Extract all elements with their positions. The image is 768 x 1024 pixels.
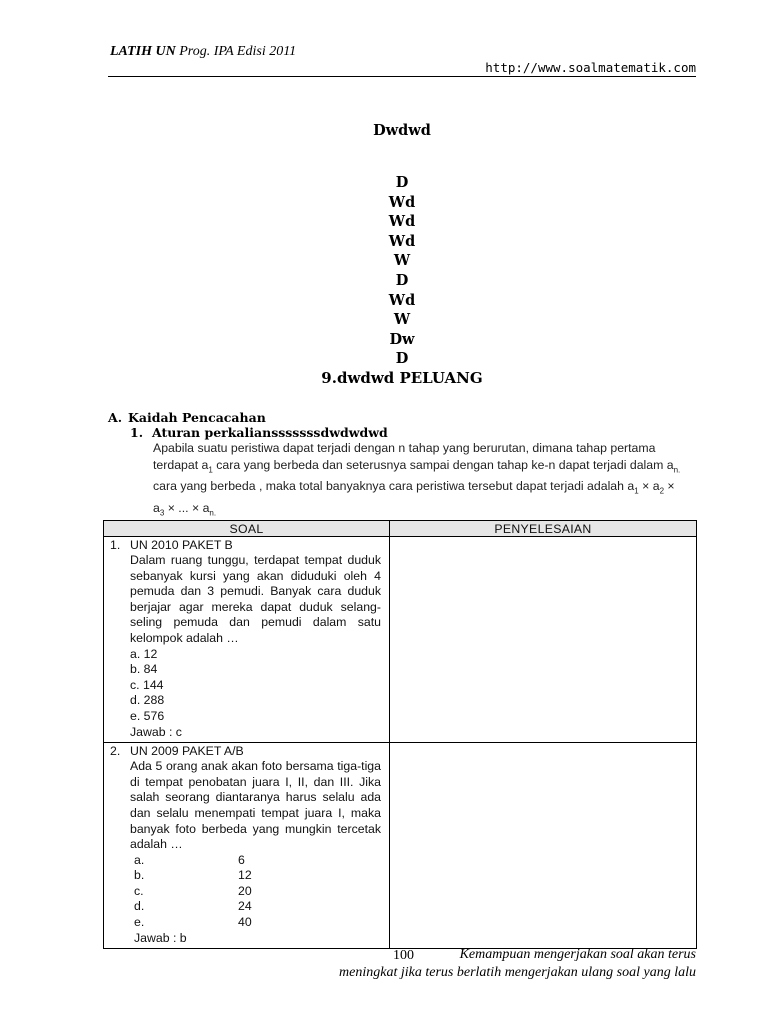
title-line: D <box>395 350 409 368</box>
solution-cell <box>390 743 697 949</box>
answer-option: c. 20 <box>134 883 252 898</box>
table-row <box>104 743 697 949</box>
answer-key: Jawab : c <box>130 724 182 739</box>
title-line: Dw <box>389 330 415 348</box>
header-series: LATIH UN <box>110 44 176 59</box>
answer-option: b. 12 <box>134 868 252 883</box>
answer-option: d. 24 <box>134 899 252 914</box>
title-line: D <box>395 174 409 191</box>
footer-motto: Kemampuan mengerjakan soal akan terus meningkat jika terus berlatih mengerjakan ulang soal yang lalu <box>339 947 696 980</box>
question-table <box>103 520 697 949</box>
title-line: Wd <box>388 291 416 309</box>
rule-paragraph: Apabila suatu peristiwa dapat terjadi dengan n tahap yang berurutan, dimana tahap pertama terdapat $a_1$ cara yang berbeda dan seterusnya sampai dengan tahap ke-n dapat terjadi dalam $a_{n.}$ cara yang berbeda , maka total banyaknya cara peristiwa tersebut dapat terjadi adalah $a_1 \times a_2$ × $a_3$ × ... × $a_{n.}$ <box>153 441 681 518</box>
page-title: Dwdwd <box>373 122 431 139</box>
answer-option: c. 144 <box>130 677 164 692</box>
question-number: 2. <box>110 744 121 759</box>
title-line: W <box>393 311 411 329</box>
title-block <box>108 122 696 389</box>
section-kaidah-pencacahan <box>108 410 696 522</box>
question-text: Dalam ruang tunggu, terdapat tempat duduk sebanyak kursi yang akan diduduki oleh 4 pemuda dan 3 pemudi. Banyak cara duduk berjajar agar mereka dapat duduk selang-seling pemuda dan pemudi dalam satu kelompok adalah … <box>130 553 381 645</box>
answer-option: e. 40 <box>134 915 252 930</box>
header-url[interactable]: http://www.soalmatematik.com <box>485 60 696 75</box>
answer-option: a. 12 <box>130 646 158 661</box>
chapter-title: 9.dwdwd PELUANG <box>321 368 483 387</box>
answer-option: b. 84 <box>130 662 158 677</box>
subsection-heading: 1. Aturan perkaliansssssssdwdwdwd <box>130 425 388 440</box>
section-heading: A. Kaidah Pencacahan <box>108 410 266 425</box>
page-number: 100 <box>393 948 414 963</box>
running-header <box>110 44 296 60</box>
title-line: W <box>393 252 411 270</box>
question-source: UN 2010 PAKET B <box>130 538 233 552</box>
title-line: Wd <box>388 232 416 250</box>
question-cell <box>104 537 390 743</box>
answer-option: d. 288 <box>130 693 165 708</box>
answer-option: a. 6 <box>134 852 245 867</box>
answer-key: Jawab : b <box>134 930 187 945</box>
question-cell <box>104 743 390 949</box>
table-row <box>104 537 697 743</box>
solution-cell <box>390 537 697 743</box>
question-text: Ada 5 orang anak akan foto bersama tiga-tiga di tempat penobatan juara I, II, dan III. Jika salah seorang diantaranya harus selalu ada dan selalu menempati tempat juara I, maka banyak foto berbeda yang mungkin tercetak adalah … <box>130 759 381 852</box>
title-line: Wd <box>388 213 416 231</box>
header-edition: Prog. IPA Edisi 2011 <box>175 44 297 59</box>
title-line: Wd <box>388 193 416 211</box>
column-header-soal: SOAL <box>104 521 390 537</box>
answer-option: e. 576 <box>130 708 165 723</box>
title-line: D <box>395 271 409 289</box>
column-header-penyelesaian: PENYELESAIAN <box>390 521 697 537</box>
question-number: 1. <box>110 538 121 552</box>
header-divider <box>108 76 696 77</box>
question-source: UN 2009 PAKET A/B <box>130 744 244 759</box>
